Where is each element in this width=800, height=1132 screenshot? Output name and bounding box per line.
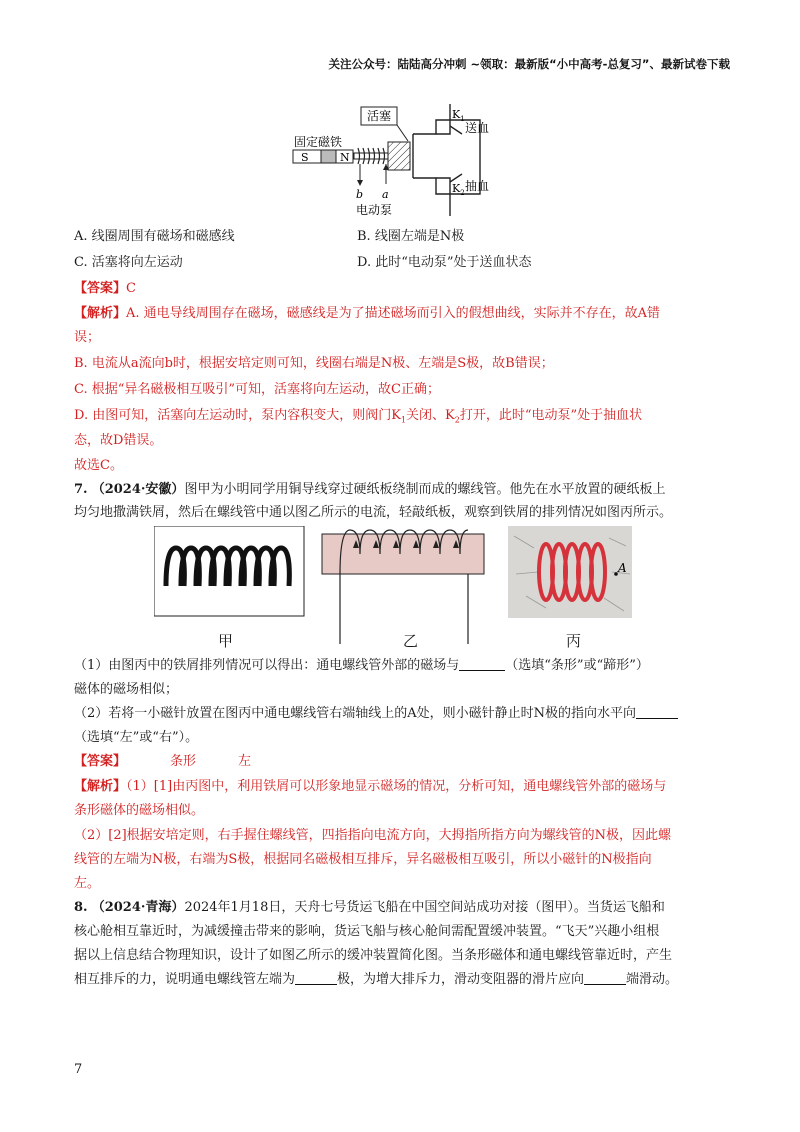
q7-answer: 【答案】 条形 左 (74, 754, 252, 769)
option-d: D. 此时“电动泵”处于送血状态 (357, 255, 532, 270)
figure-label-yi: 乙 (403, 632, 419, 650)
answer-blank-4 (584, 970, 626, 985)
q8-stem-4: 相互排斥的力，说明通电螺线管左端为 极，为增大排斥力，滑动变阻器的滑片应向 端滑动。 (74, 972, 679, 987)
figure-label-bing: 丙 (566, 632, 582, 650)
q7-sub1: （1）由图丙中的铁屑排列情况可以得出：通电螺线管外部的磁场与 （选填“条形”或“蹄形”） (74, 658, 649, 673)
valve-k2-label: $K_2$ (452, 182, 465, 197)
option-c: C. 活塞将向左运动 (74, 255, 183, 270)
label-draw-blood: 抽血 (465, 179, 490, 193)
q7-analysis-2-end: 左。 (74, 876, 101, 891)
q8-stem-3: 据以上信息结合物理知识，设计了如图乙所示的缓冲装置简化图。当条形磁体和通电螺线管靠近时，产生 (74, 948, 673, 963)
answer-blank-3 (295, 970, 337, 985)
q7-stem: 7. （2024·安徽）图甲为小明同学用铜导线穿过硬纸板绕制而成的螺线管。他先在水平放置的硬纸板上 (74, 482, 666, 497)
magnet-n-pole: N (340, 151, 350, 164)
answer-blank-2 (636, 704, 678, 719)
magnet-s-pole: S (301, 151, 309, 164)
page-header: 关注公众号：陆陆高分冲刺 ~领取：最新版“小中高考-总复习”、最新试卷下载 (328, 57, 730, 71)
q7-stem-cont: 均匀地撒满铁屑，然后在螺线管中通以图乙所示的电流，轻敲纸板，观察到铁屑的排列情况如图丙所示。 (74, 505, 673, 520)
q7-analysis-2: （2）[2]根据安培定则，右手握住螺线管，四指指向电流方向，大拇指所指方向为螺线管的N极，因此螺 (74, 828, 672, 843)
q6-analysis-a: 【解析】A. 通电导线周围存在磁场，磁感线是为了描述磁场而引入的假想曲线，实际并不存在，故A错 (74, 306, 661, 321)
label-b: b (356, 188, 364, 201)
q6-analysis-a-cont: 误； (74, 330, 101, 345)
q8-stem-2: 核心舱相互靠近时，为减缓撞击带来的影响，货运飞船与核心舱间需配置缓冲装置。“飞天”兴趣小组根 (74, 924, 660, 939)
electric-pump-diagram (290, 104, 500, 219)
q7-analysis-1: 【解析】（1）[1]由丙图中，利用铁屑可以形象地显示磁场的情况，分析可知，通电螺线管外部的磁场与 (74, 779, 667, 794)
q8-stem: 8. （2024·青海）2024年1月18日，天舟七号货运飞船在中国空间站成功对接（图甲）。当货运飞船和 (74, 900, 665, 915)
q6-analysis-c: C. 根据“异名磁极相互吸引”可知，活塞将向左运动，故C正确； (74, 382, 440, 397)
q6-analysis-d-cont: 态，故D错误。 (74, 433, 163, 448)
label-electric-pump: 电动泵 (356, 203, 393, 217)
q7-sub1-cont: 磁体的磁场相似； (74, 682, 179, 697)
q7-sub2: （2）若将一小磁针放置在图丙中通电螺线管右端轴线上的A处，则小磁针静止时N极的指向水平向 (74, 704, 678, 724)
answer-blank-1 (459, 656, 505, 671)
q7-analysis-2-cont: 线管的左端为N极，右端为S极，根据同名磁极相互排斥，异名磁极相互吸引，所以小磁针的N极指向 (74, 852, 652, 867)
label-a: a (382, 188, 389, 201)
option-a: A. 线圈周围有磁场和磁感线 (74, 229, 235, 244)
valve-k1-label: $K_1$ (452, 108, 465, 123)
q6-conclusion: 故选C。 (74, 458, 123, 473)
q7-sub2-cont: （选填“左”或“右”）。 (74, 730, 199, 745)
point-a-label: A (618, 561, 627, 575)
q6-answer: 【答案】C (74, 281, 136, 296)
label-send-blood: 送血 (465, 121, 490, 135)
page-number: 7 (74, 1062, 83, 1077)
q6-analysis-d: D. 由图可知，活塞向左运动时，泵内容积变大，则阀门$K_1$关闭、$K_2$打开，此时“电动泵”处于抽血状 (74, 408, 643, 425)
q6-analysis-b: B. 电流从a流向b时，根据安培定则可知，线圈右端是N极、左端是S极，故B错误； (74, 356, 554, 371)
figure-label-jia: 甲 (218, 632, 234, 650)
q7-analysis-1-cont: 条形磁体的磁场相似。 (74, 803, 205, 818)
label-fixed-magnet: 固定磁铁 (294, 135, 343, 149)
option-b: B. 线圈左端是N极 (357, 229, 465, 244)
label-piston: 活塞 (366, 109, 392, 123)
